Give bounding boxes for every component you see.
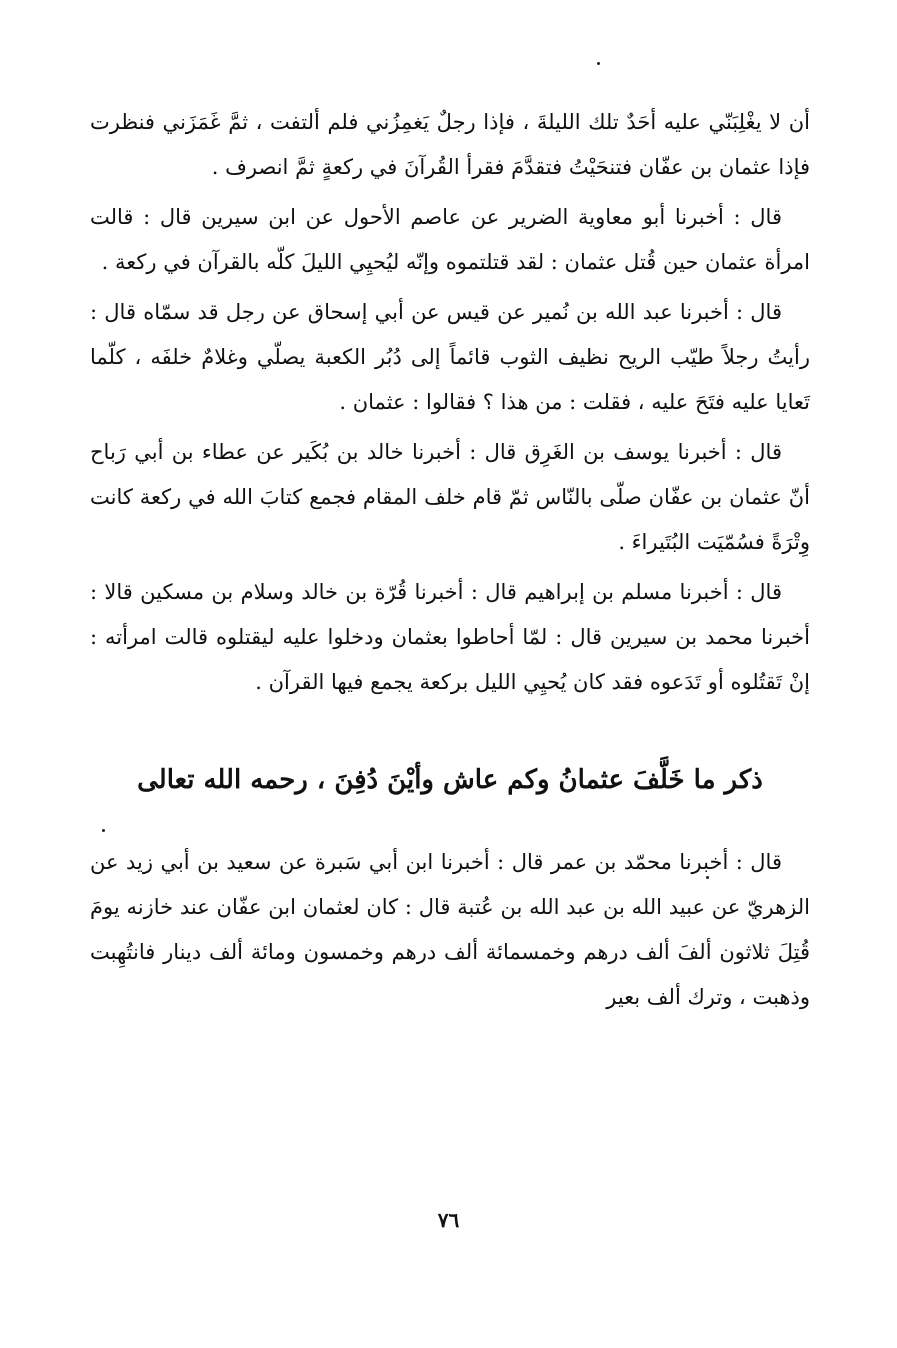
section-paragraph-1: قال : أخبرنا محمّد بن عمر قال : أخبرنا ابن أبي سَبرة عن سعيد بن أبي زيد عن الزهريّ عن عبيد الله بن عبد الله بن عُتبة قال : كان لعثمان ابن عفّان عند خازنه يومَ قُتِلَ ثلاثون ألفَ ألف درهم وخمسمائة ألف درهم وخمسون ومائة ألف دينار فانتُهِبت وذهبت ، وترك ألف بعير — [90, 850, 810, 1009]
scan-speck — [597, 62, 600, 65]
paragraph-5: قال : أخبرنا مسلم بن إبراهيم قال : أخبرنا قُرّة بن خالد وسلام بن مسكين قالا : أخبرنا محمد بن سيرين قال : لمّا أحاطوا بعثمان ودخلوا عليه ليقتلوه قالت امرأته : إنْ تَقتُلوه أو تَدَعوه فقد كان يُحيِي الليل بركعة يجمع فيها القرآن . — [90, 580, 810, 694]
scan-speck — [706, 876, 709, 879]
scan-speck — [102, 829, 105, 832]
paragraph-1: أن لا يغْلِبَنّي عليه أحَدٌ تلك الليلةَ ، فإذا رجلٌ يَغمِزُني فلم ألتفت ، ثمَّ غَمَزَني فنظرت فإذا عثمان بن عفّان فتنحَيْتُ فتقدَّمَ فقرأ القُرآنَ في ركعةٍ ثمَّ انصرف . — [90, 110, 810, 179]
paragraph-2: قال : أخبرنا أبو معاوية الضرير عن عاصم الأحول عن ابن سيرين قال : قالت امرأة عثمان حين قُتل عثمان : لقد قتلتموه وإنّه ليُحيِي الليلَ كلّه بالقرآن في ركعة . — [90, 205, 810, 274]
section-heading: ذكر ما خَلَّفَ عثمانُ وكم عاش وأيْنَ دُفِنَ ، رحمه الله تعالى — [137, 765, 763, 795]
paragraph-3: قال : أخبرنا عبد الله بن نُمير عن قيس عن أبي إسحاق عن رجل قد سمّاه قال : رأيتُ رجلاً طيّب الريح نظيف الثوب قائماً إلى دُبُر الكعبة يصلّي وغلامٌ خلفَه ، كلّما تَعايا عليه فتَحَ عليه ، فقلت : من هذا ؟ فقالوا : عثمان . — [90, 300, 810, 414]
page-body — [90, 100, 810, 1025]
page-number: ٧٦ — [437, 1208, 460, 1232]
paragraph-4: قال : أخبرنا يوسف بن الغَرِق قال : أخبرنا خالد بن بُكَير عن عطاء بن أبي رَباح أنّ عثمان بن عفّان صلّى بالنّاس ثمّ قام خلف المقام فجمع كتابَ الله في ركعة كانت وِتْرَةً فسُمّيَت البُتَيراءَ . — [90, 440, 810, 554]
